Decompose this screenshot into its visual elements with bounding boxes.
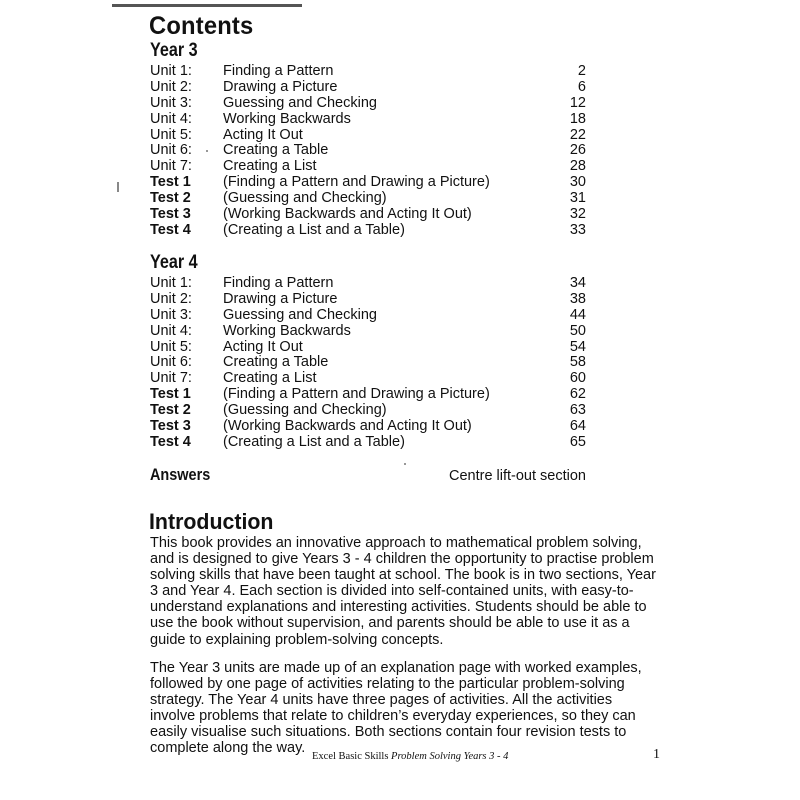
contents-page-number: 63 (569, 402, 586, 419)
contents-unit-label: Unit 6: (150, 142, 192, 159)
answers-location: Centre lift-out section (448, 468, 586, 484)
contents-entry-title: Creating a List (223, 158, 317, 175)
contents-row (150, 112, 586, 128)
contents-row (150, 191, 586, 207)
contents-page-number: 65 (569, 433, 586, 450)
contents-entry-title: Guessing and Checking (223, 94, 377, 111)
introduction-paragraph-2: The Year 3 units are made up of an explanation page with worked examples, followed by one page of activities relating to the particular problem-solving strategy. The Year 4 units have three pages of activities. All the activities involve problems that relate to children’s everyday experiences, so they can easily visualise such situations. Both sections contain four revision tests to complete along the way. (150, 660, 642, 757)
contents-row (150, 159, 586, 175)
contents-row (150, 308, 586, 324)
contents-entry-title: (Finding a Pattern and Drawing a Picture) (223, 174, 490, 191)
contents-entry-title: (Creating a List and a Table) (223, 221, 405, 238)
contents-unit-label: Test 1 (150, 174, 191, 191)
contents-entry-title: (Guessing and Checking) (223, 190, 387, 207)
contents-row (150, 64, 586, 80)
contents-entry-title: Creating a Table (223, 142, 329, 159)
contents-entry-title: Working Backwards (223, 110, 351, 127)
contents-row (150, 355, 586, 371)
contents-page-number: 34 (569, 275, 586, 291)
contents-unit-label: Unit 5: (150, 338, 192, 355)
contents-page-number: 64 (569, 418, 586, 435)
contents-page-number: 58 (569, 354, 586, 371)
contents-unit-label: Test 2 (150, 190, 191, 207)
contents-unit-label: Test 4 (150, 221, 191, 238)
contents-row (150, 324, 586, 340)
scan-edge-line (112, 4, 302, 7)
contents-page-number: 2 (577, 63, 586, 79)
contents-row (150, 276, 586, 292)
contents-row (150, 340, 586, 356)
contents-unit-label: Unit 4: (150, 322, 192, 339)
contents-page-number: 12 (569, 94, 586, 111)
contents-page-number: 26 (569, 142, 586, 159)
contents-row (150, 403, 586, 419)
contents-row (150, 419, 586, 435)
contents-page-number: 22 (569, 126, 586, 143)
contents-row (150, 143, 586, 159)
answers-heading: Answers (150, 465, 211, 484)
contents-unit-label: Test 3 (150, 206, 191, 223)
contents-entry-title: Working Backwards (223, 322, 351, 339)
contents-page-number: 31 (569, 190, 586, 207)
contents-page-number: 62 (569, 386, 586, 403)
contents-heading: Contents (149, 12, 254, 40)
contents-page-number: 18 (569, 110, 586, 127)
contents-unit-label: Unit 2: (150, 290, 192, 307)
page-number: 1 (653, 747, 660, 762)
contents-unit-label: Unit 6: (150, 354, 192, 371)
contents-unit-label: Unit 2: (150, 78, 192, 95)
contents-row (150, 292, 586, 308)
introduction-paragraph-1: This book provides an innovative approach to mathematical problem solving, and is designed to give Years 3 - 4 children the opportunity to practise problem solving skills that have been taught at school. The book is in two sections, Year 3 and Year 4. Each section is divided into self-contained units, with easy-to-understand explanations and interesting activities. Students should be able to use the book without supervision, and parents should be able to use it as a guide to explaining problem-solving concepts. (150, 535, 656, 648)
contents-entry-title: Acting It Out (223, 338, 303, 355)
contents-unit-label: Unit 5: (150, 126, 192, 143)
contents-entry-title: (Working Backwards and Acting It Out) (223, 418, 472, 435)
contents-page-number: 32 (569, 206, 586, 223)
contents-unit-label: Unit 7: (150, 370, 192, 387)
introduction-heading: Introduction (149, 509, 274, 534)
contents-entry-title: Drawing a Picture (223, 78, 338, 95)
contents-page-number: 38 (569, 290, 586, 307)
year-4-contents-list (150, 276, 586, 451)
contents-unit-label: Unit 1: (150, 275, 192, 291)
contents-entry-title: (Finding a Pattern and Drawing a Picture) (223, 386, 490, 403)
contents-entry-title: Creating a List (223, 370, 317, 387)
contents-row (150, 435, 586, 451)
footer-book-title: Problem Solving Years 3 - 4 (391, 751, 509, 762)
contents-row (150, 223, 586, 239)
contents-page-number: 44 (569, 306, 586, 323)
contents-unit-label: Unit 7: (150, 158, 192, 175)
contents-page-number: 33 (569, 221, 586, 238)
contents-entry-title: (Creating a List and a Table) (223, 433, 405, 450)
contents-unit-label: Unit 4: (150, 110, 192, 127)
footer-running-title (312, 751, 508, 762)
year-3-heading: Year 3 (150, 40, 198, 61)
contents-entry-title: Drawing a Picture (223, 290, 338, 307)
contents-row (150, 96, 586, 112)
year-4-heading: Year 4 (150, 252, 198, 273)
contents-row (150, 128, 586, 144)
contents-entry-title: (Guessing and Checking) (223, 402, 387, 419)
contents-row (150, 387, 586, 403)
contents-row (150, 371, 586, 387)
scan-speck (404, 463, 406, 465)
contents-page-number: 50 (569, 322, 586, 339)
contents-entry-title: Creating a Table (223, 354, 329, 371)
contents-page-number: 30 (569, 174, 586, 191)
contents-row (150, 207, 586, 223)
contents-unit-label: Test 1 (150, 386, 191, 403)
year-3-contents-list (150, 64, 586, 239)
footer-series: Excel Basic Skills (312, 751, 389, 762)
contents-unit-label: Test 2 (150, 402, 191, 419)
contents-page-number: 6 (577, 78, 586, 95)
contents-entry-title: Guessing and Checking (223, 306, 377, 323)
contents-unit-label: Unit 1: (150, 63, 192, 79)
contents-page-number: 54 (569, 338, 586, 355)
contents-page-number: 60 (569, 370, 586, 387)
contents-entry-title: Finding a Pattern (223, 275, 334, 291)
contents-unit-label: Unit 3: (150, 94, 192, 111)
contents-entry-title: Acting It Out (223, 126, 303, 143)
contents-row (150, 175, 586, 191)
contents-row (150, 80, 586, 96)
contents-entry-title: Finding a Pattern (223, 63, 334, 79)
margin-mark (117, 182, 119, 192)
contents-entry-title: (Working Backwards and Acting It Out) (223, 206, 472, 223)
contents-page-number: 28 (569, 158, 586, 175)
contents-unit-label: Test 3 (150, 418, 191, 435)
contents-unit-label: Test 4 (150, 433, 191, 450)
contents-unit-label: Unit 3: (150, 306, 192, 323)
